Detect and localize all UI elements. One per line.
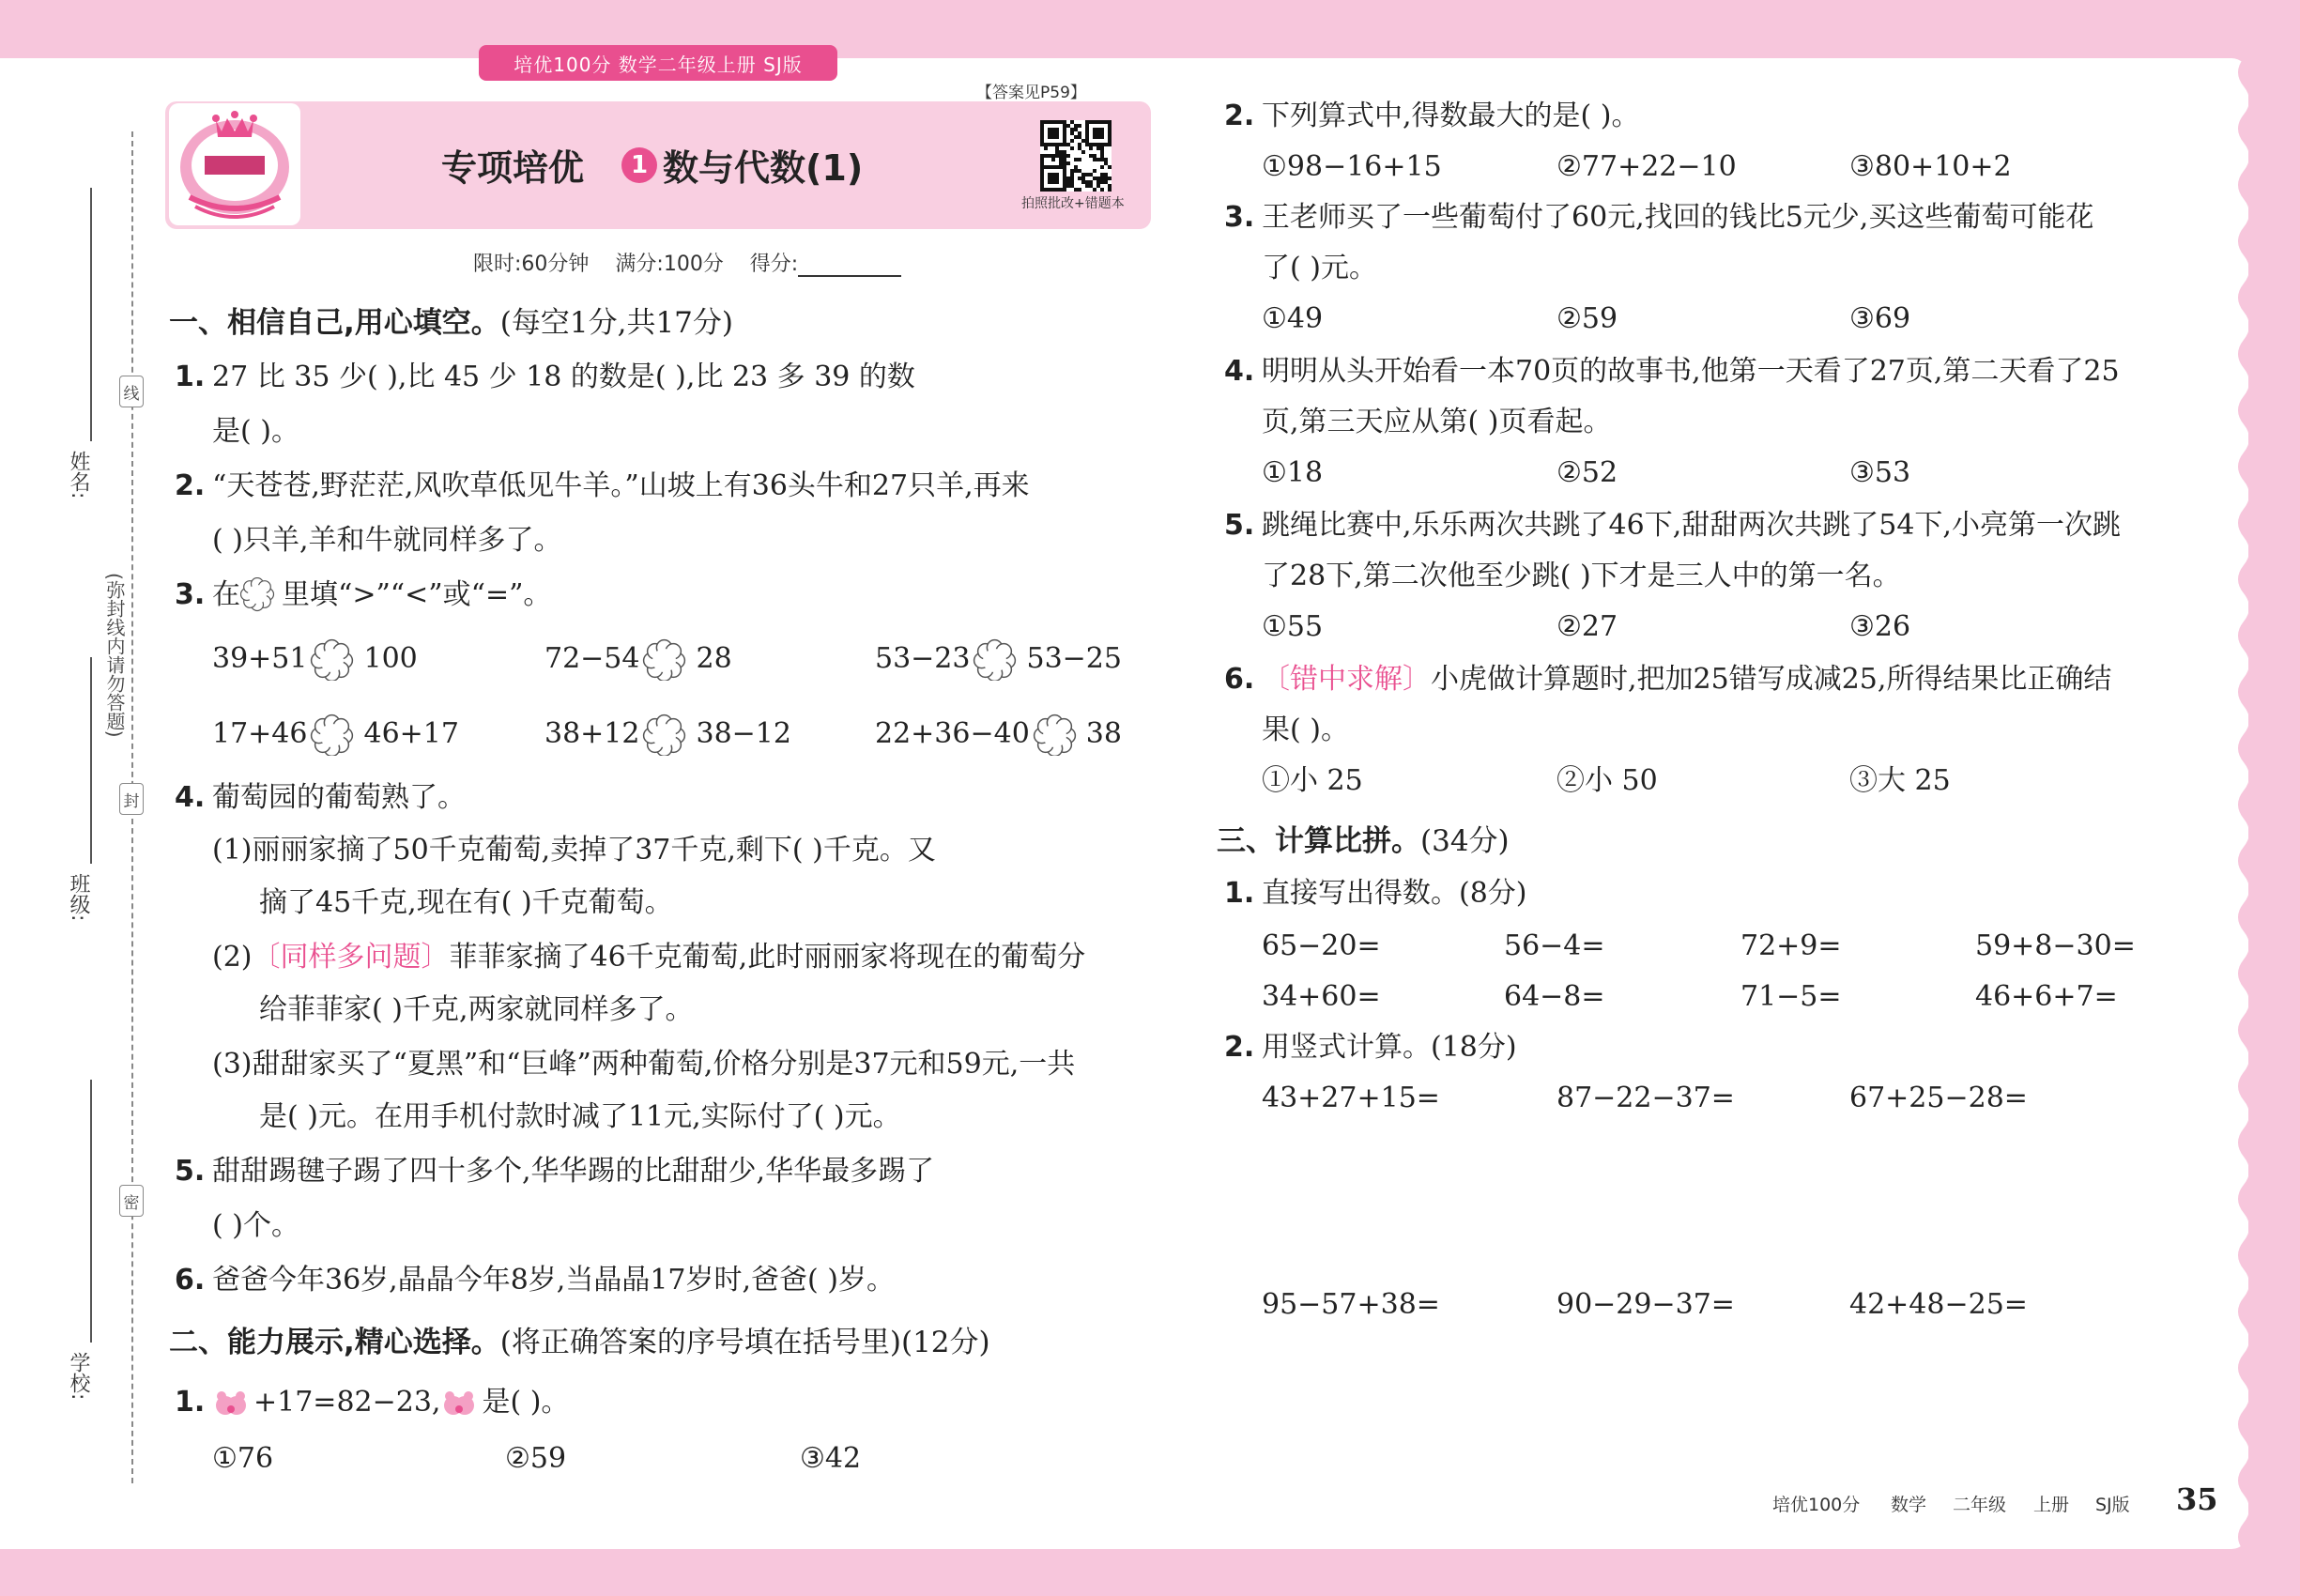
flower-answer-icon[interactable] <box>639 641 696 679</box>
publisher-logo <box>169 103 300 225</box>
school-field[interactable] <box>90 1080 92 1343</box>
book-tab: 培优100分 数学二年级上册 SJ版 <box>479 45 837 81</box>
mental-math-item: 56−4= <box>1504 929 1605 962</box>
question-text: 王老师买了一些葡萄付了60元,找回的钱比5元少,买这些葡萄可能花 <box>1262 201 2094 234</box>
question-text: 用竖式计算。(18分) <box>1262 1031 1517 1064</box>
question-5-line-2: ( )个。 <box>212 1209 299 1242</box>
choice-6-option-1[interactable]: ①小 25 <box>1262 764 1363 797</box>
section-1-note: (每空1分,共17分) <box>499 306 733 340</box>
test-limits <box>473 248 901 277</box>
question-number: 1. <box>175 1386 206 1419</box>
question-text: 里填“>”“<”或“=”。 <box>282 578 552 611</box>
compare-left: 39+51 <box>212 642 308 675</box>
vertical-calc-item: 42+48−25= <box>1849 1288 2028 1321</box>
choice-2-option-3[interactable]: ③80+10+2 <box>1849 150 2012 183</box>
question-1-line-1 <box>175 359 915 396</box>
qr-code[interactable] <box>1040 120 1112 192</box>
compare-item <box>212 715 459 754</box>
flower-answer-icon[interactable] <box>307 716 363 754</box>
choice-4-option-1[interactable]: ①18 <box>1262 456 1324 489</box>
question-text: 下列算式中,得数最大的是( )。 <box>1262 100 1640 132</box>
compare-right: 38−12 <box>696 717 791 750</box>
compare-right: 28 <box>696 642 732 675</box>
compare-item <box>875 715 1122 754</box>
question-4-3-line-1: (3)甜甜家买了“夏黑”和“巨峰”两种葡萄,价格分别是37元和59元,一共 <box>212 1048 1076 1081</box>
choice-4-option-3[interactable]: ③53 <box>1849 456 1911 489</box>
section-1-title: 一、相信自己,用心填空。 <box>169 306 500 340</box>
compare-item <box>875 640 1122 679</box>
qr-code-icon <box>1040 120 1112 192</box>
flower-answer-icon[interactable] <box>1030 716 1086 754</box>
pink-animal-icon <box>212 1385 253 1422</box>
choice-2-line-1 <box>1224 98 1639 135</box>
question-text: 是( )。 <box>482 1386 570 1419</box>
compare-right: 38 <box>1085 717 1122 750</box>
question-4-3-line-2: 是( )元。在用手机付款时减了11元,实际付了( )元。 <box>259 1100 901 1133</box>
question-text: 27 比 35 少( ),比 45 少 18 的数是( ),比 23 多 39 的数 <box>212 361 915 393</box>
question-4-1-line-2: 摘了45千克,现在有( )千克葡萄。 <box>259 886 673 919</box>
compare-left: 22+36−40 <box>875 717 1030 750</box>
question-number: 5. <box>1224 509 1255 542</box>
question-text: +17=82−23, <box>253 1386 441 1419</box>
class-field[interactable] <box>90 657 92 864</box>
pink-animal-icon <box>440 1385 482 1422</box>
mental-math-item: 72+9= <box>1740 929 1842 962</box>
question-number: 2. <box>1224 1031 1255 1064</box>
choice-1-option-1[interactable]: ①76 <box>212 1442 274 1475</box>
question-text: 直接写出得数。(8分) <box>1262 877 1527 910</box>
question-number: 1. <box>175 361 206 393</box>
right-wave-border <box>2225 58 2262 1549</box>
compare-right: 46+17 <box>363 717 459 750</box>
choice-5-option-2[interactable]: ②27 <box>1556 610 1618 643</box>
section-3-heading <box>1217 822 1510 860</box>
wangchao-logo-icon <box>169 103 300 225</box>
question-4-1-line-1: (1)丽丽家摘了50千克葡萄,卖掉了37千克,剩下( )千克。又 <box>212 834 936 867</box>
footer-book: 培优100分 <box>1772 1495 1861 1515</box>
vertical-calc-item: 95−57+38= <box>1262 1288 1440 1321</box>
choice-3-option-2[interactable]: ②59 <box>1556 302 1618 335</box>
title-part-b: 数与代数(1) <box>663 147 864 189</box>
question-text: 在 <box>212 578 240 611</box>
question-4-2-line-2: 给菲菲家( )千克,两家就同样多了。 <box>259 993 694 1026</box>
vertical-calc-item: 87−22−37= <box>1556 1082 1735 1114</box>
question-number: 1. <box>1224 877 1255 910</box>
question-number: 3. <box>1224 201 1255 234</box>
score-label: 得分: <box>749 253 799 276</box>
question-4-line-1 <box>175 779 466 817</box>
question-text: 跳绳比赛中,乐乐两次共跳了46下,甜甜两次共跳了54下,小亮第一次跳 <box>1262 509 2121 542</box>
answer-reference: 【答案见P59】 <box>976 84 1086 102</box>
vertical-calc-item: 67+25−28= <box>1849 1082 2028 1114</box>
class-label: 班级: <box>67 873 90 922</box>
flower-answer-icon[interactable] <box>307 641 363 679</box>
question-tag: 〔同样多问题〕 <box>252 941 450 974</box>
sub-number: (2) <box>212 941 253 974</box>
choice-6-option-2[interactable]: ②小 50 <box>1556 764 1658 797</box>
section-2-title: 二、能力展示,精心选择。 <box>169 1326 500 1359</box>
question-5-line-1 <box>175 1153 934 1190</box>
binding-note: (弥封线内请勿答题) <box>103 573 126 738</box>
choice-1-option-2[interactable]: ②59 <box>505 1442 567 1475</box>
question-4-2-line-1 <box>212 939 1085 976</box>
vertical-calc-item: 90−29−37= <box>1556 1288 1735 1321</box>
score-field[interactable] <box>798 258 901 277</box>
choice-1-line-1 <box>175 1384 569 1422</box>
name-label: 姓名: <box>67 451 90 499</box>
choice-4-line-1 <box>1224 353 2120 391</box>
title-part-a: 专项培优 <box>441 147 585 189</box>
full-score: 满分:100分 <box>615 253 724 276</box>
choice-4-line-2: 页,第三天应从第( )页看起。 <box>1262 406 1612 438</box>
question-number: 2. <box>175 469 206 502</box>
compare-right: 100 <box>363 642 418 675</box>
vertical-calc-item: 43+27+15= <box>1262 1082 1440 1114</box>
choice-5-option-1[interactable]: ①55 <box>1262 610 1324 643</box>
question-3-line-1 <box>175 576 551 615</box>
section-3-title: 三、计算比拼。 <box>1217 824 1420 858</box>
question-number: 4. <box>175 781 206 814</box>
section-1-heading <box>169 304 733 342</box>
question-text: 明明从头开始看一本70页的故事书,他第一天看了27页,第二天看了25 <box>1262 355 2120 388</box>
time-limit: 限时:60分钟 <box>473 253 590 276</box>
question-text: 小虎做计算题时,把加25错写成减25,所得结果比正确结 <box>1431 663 2112 696</box>
compare-left: 72−54 <box>544 642 640 675</box>
school-label: 学校: <box>67 1352 90 1401</box>
choice-3-option-3[interactable]: ③69 <box>1849 302 1911 335</box>
choice-6-line-2: 果( )。 <box>1262 714 1349 746</box>
choice-3-line-1 <box>1224 199 2093 237</box>
question-tag: 〔错中求解〕 <box>1262 663 1431 696</box>
page-number: 35 <box>2176 1481 2218 1517</box>
compare-right: 53−25 <box>1026 642 1122 675</box>
choice-3-option-1[interactable]: ①49 <box>1262 302 1324 335</box>
mental-math-item: 34+60= <box>1262 980 1381 1013</box>
question-text: 甜甜踢毽子踢了四十多个,华华踢的比甜甜少,华华最多踢了 <box>212 1155 935 1188</box>
binding-mark-seal: 封 <box>119 783 144 815</box>
calc-2-heading <box>1224 1029 1517 1067</box>
choice-4-option-2[interactable]: ②52 <box>1556 456 1618 489</box>
choice-2-option-2[interactable]: ②77+22−10 <box>1556 150 1737 183</box>
flower-answer-icon[interactable] <box>970 641 1026 679</box>
mental-math-item: 46+6+7= <box>1975 980 2118 1013</box>
question-number: 2. <box>1224 100 1255 132</box>
calc-1-heading <box>1224 875 1527 913</box>
choice-5-line-2: 了28下,第二次他至少跳( )下才是三人中的第一名。 <box>1262 560 1901 592</box>
mental-math-item: 65−20= <box>1262 929 1381 962</box>
question-number: 3. <box>175 578 206 611</box>
page-title <box>441 139 863 191</box>
question-number: 4. <box>1224 355 1255 388</box>
choice-6-line-1 <box>1224 661 2111 698</box>
choice-3-line-2: 了( )元。 <box>1262 252 1377 284</box>
choice-5-option-3[interactable]: ③26 <box>1849 610 1911 643</box>
question-2-line-1 <box>175 468 1030 505</box>
question-text: 菲菲家摘了46千克葡萄,此时丽丽家将现在的葡萄分 <box>449 941 1086 974</box>
footer-grade: 二年级 <box>1953 1495 2007 1515</box>
compare-item <box>212 640 418 679</box>
flower-icon <box>240 577 282 615</box>
title-number-badge: 1 <box>621 147 657 183</box>
name-field[interactable] <box>90 188 92 441</box>
choice-5-line-1 <box>1224 507 2121 545</box>
mental-math-item: 71−5= <box>1740 980 1842 1013</box>
question-2-line-2: ( )只羊,羊和牛就同样多了。 <box>212 524 562 557</box>
question-text: 爸爸今年36岁,晶晶今年8岁,当晶晶17岁时,爸爸( )岁。 <box>212 1264 895 1297</box>
section-2-note: (将正确答案的序号填在括号里)(12分) <box>499 1326 990 1359</box>
choice-2-option-1[interactable]: ①98−16+15 <box>1262 150 1442 183</box>
qr-caption: 拍照批改+错题本 <box>1021 196 1125 211</box>
footer-subject: 数学 <box>1891 1495 1927 1515</box>
compare-left: 17+46 <box>212 717 308 750</box>
question-1-line-2: 是( )。 <box>212 415 299 448</box>
question-number: 5. <box>175 1155 206 1188</box>
section-2-heading <box>169 1324 990 1361</box>
footer-edition: SJ版 <box>2095 1495 2130 1515</box>
binding-mark-secret: 密 <box>119 1185 144 1217</box>
question-number: 6. <box>1224 663 1255 696</box>
mental-math-item: 64−8= <box>1504 980 1605 1013</box>
compare-item <box>544 715 791 754</box>
flower-answer-icon[interactable] <box>639 716 696 754</box>
question-number: 6. <box>175 1264 206 1297</box>
section-3-note: (34分) <box>1420 824 1510 858</box>
choice-6-option-3[interactable]: ③大 25 <box>1849 764 1951 797</box>
question-text: “天苍苍,野茫茫,风吹草低见牛羊。”山坡上有36头牛和27只羊,再来 <box>212 469 1030 502</box>
question-text: 葡萄园的葡萄熟了。 <box>212 781 466 814</box>
footer-volume: 上册 <box>2033 1495 2070 1515</box>
mental-math-item: 59+8−30= <box>1975 929 2136 962</box>
question-6-line-1 <box>175 1262 895 1299</box>
compare-item <box>544 640 732 679</box>
compare-left: 53−23 <box>875 642 971 675</box>
compare-left: 38+12 <box>544 717 640 750</box>
choice-1-option-3[interactable]: ③42 <box>800 1442 862 1475</box>
binding-mark-line: 线 <box>119 376 144 407</box>
